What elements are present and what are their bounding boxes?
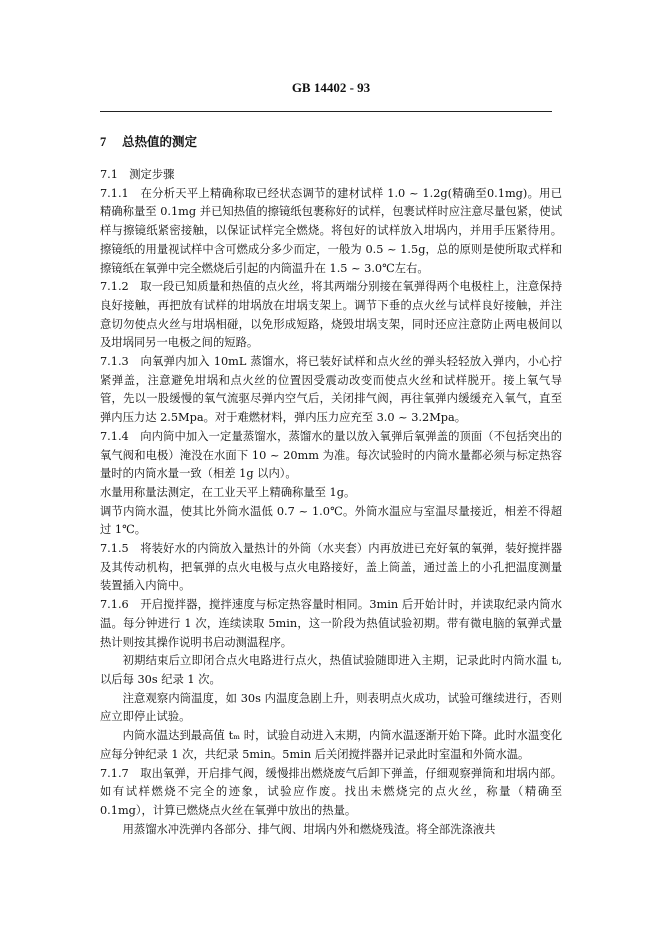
paragraph: 7.1.6 开启搅拌器，搅拌速度与标定热容量时相同。3min 后开始计时，并读取纪录内筒水温。每分钟进行 1 次，连续读取 5min，这一阶段为热值试验初期。带有微电脑的氧弹式量热计则按其操作说明书启动测温程序。 — [100, 598, 562, 649]
paragraph: 内筒水温达到最高值 tₘ 时，试验自动进入末期，内筒水温逐渐开始下降。此时水温变化应每分钟纪录 1 次，共纪录 5min。5min 后关闭搅拌器并记录此时室温和外筒水温。 — [100, 729, 562, 761]
paragraph: 初期结束后立即闭合点火电路进行点火，热值试验随即进入主期，记录此时内筒水温 tᵢ,以后每 30s 纪录 1 次。 — [100, 654, 562, 686]
paragraph: 调节内筒水温，使其比外筒水温低 0.7 ~ 1.0℃。外筒水温应与室温尽量接近，相差不得超过 1℃。 — [100, 504, 562, 537]
paragraph: 7.1.2 取一段已知质量和热值的点火丝，将其两端分别接在氧弹得两个电极柱上，注意保持良好接触，再把放有试样的坩埚放在坩埚支架上。调节下垂的点火丝与试样良好接触，并注意切勿使点火丝与坩埚相碰，以免形成短路，烧毁坩埚支架，同时还应注意防止两电极间以及坩埚同另一电极之间的短路。 — [100, 280, 562, 350]
document-body — [100, 166, 562, 839]
section-heading — [100, 132, 197, 150]
section-number: 7 — [100, 135, 107, 149]
paragraph: 7.1.1 在分析天平上精确称取已经状态调节的建材试样 1.0 ~ 1.2g(精确至0.1mg)。用已精确称量至 0.1mg 并已知热值的擦镜纸包裹称好的试样，包裹试样时应注意尽量包紧，使试样与擦镜纸紧密接触，以保证试样完全燃烧。将包好的试样放入坩埚内，并用手压紧待用。擦镜纸的用量视试样中含可燃成分多少而定，一般为 0.5 ~ 1.5g，总的原则是使所取式样和擦镜纸在氧弹中完全燃烧后引起的内筒温升在 1.5 ~ 3.0℃左右。 — [100, 186, 562, 275]
paragraph: 注意观察内筒温度，如 30s 内温度急剧上升，则表明点火成功，试验可继续进行，否则应立即停止试验。 — [100, 691, 562, 724]
section-title: 总热值的测定 — [122, 134, 198, 149]
paragraph: 7.1.7 取出氧弹，开启排气阀，缓慢排出燃烧废气后卸下弹盖，仔细观察弹筒和坩埚内部。如有试样燃烧不完全的迹象，试验应作废。找出未燃烧完的点火丝，称量（精确至 0.1mg），计算已燃烧点火丝在氧弹中放出的热量。 — [100, 766, 562, 817]
paragraph: 7.1.5 将装好水的内筒放入量热计的外筒（水夹套）内再放进已充好氧的氧弹，装好搅拌器及其传动机构，把氧弹的点火电极与点火电路接好，盖上筒盖，通过盖上的小孔把温度测量装置插入内筒中。 — [100, 542, 562, 593]
header-rule — [100, 111, 552, 112]
paragraph: 水量用称量法测定，在工业天平上精确称量至 1g。 — [100, 485, 356, 499]
paragraph: 用蒸馏水冲洗弹内各部分、排气阀、坩埚内外和燃烧残渣。将全部洗涤液共 — [122, 822, 496, 836]
paragraph: 7.1 测定步骤 — [100, 168, 175, 181]
paragraph: 7.1.3 向氧弹内加入 10mL 蒸馏水，将已装好试样和点火丝的弹头轻轻放入弹内，小心拧紧弹盖，注意避免坩埚和点火丝的位置因受震动改变而使点火丝和试样脱开。接上氧气导管，先以一股缓慢的氧气流驱尽弹内空气后，关闭排气阀，再往氧弹内缓缓充入氧气，直至弹内压力达 2.5Mpa。对于难燃材料，弹内压力应充至 3.0 ~ 3.2Mpa。 — [100, 355, 562, 425]
paragraph: 7.1.4 向内筒中加入一定量蒸馏水，蒸馏水的量以放入氧弹后氧弹盖的顶面（不包括突出的氧气阀和电极）淹没在水面下 10 ~ 20mm 为准。每次试验时的内筒水量都必须与标定热容量时的内筒水量一致（相差 1g 以内）。 — [100, 429, 562, 481]
standard-code-header: GB 14402 - 93 — [291, 80, 371, 95]
